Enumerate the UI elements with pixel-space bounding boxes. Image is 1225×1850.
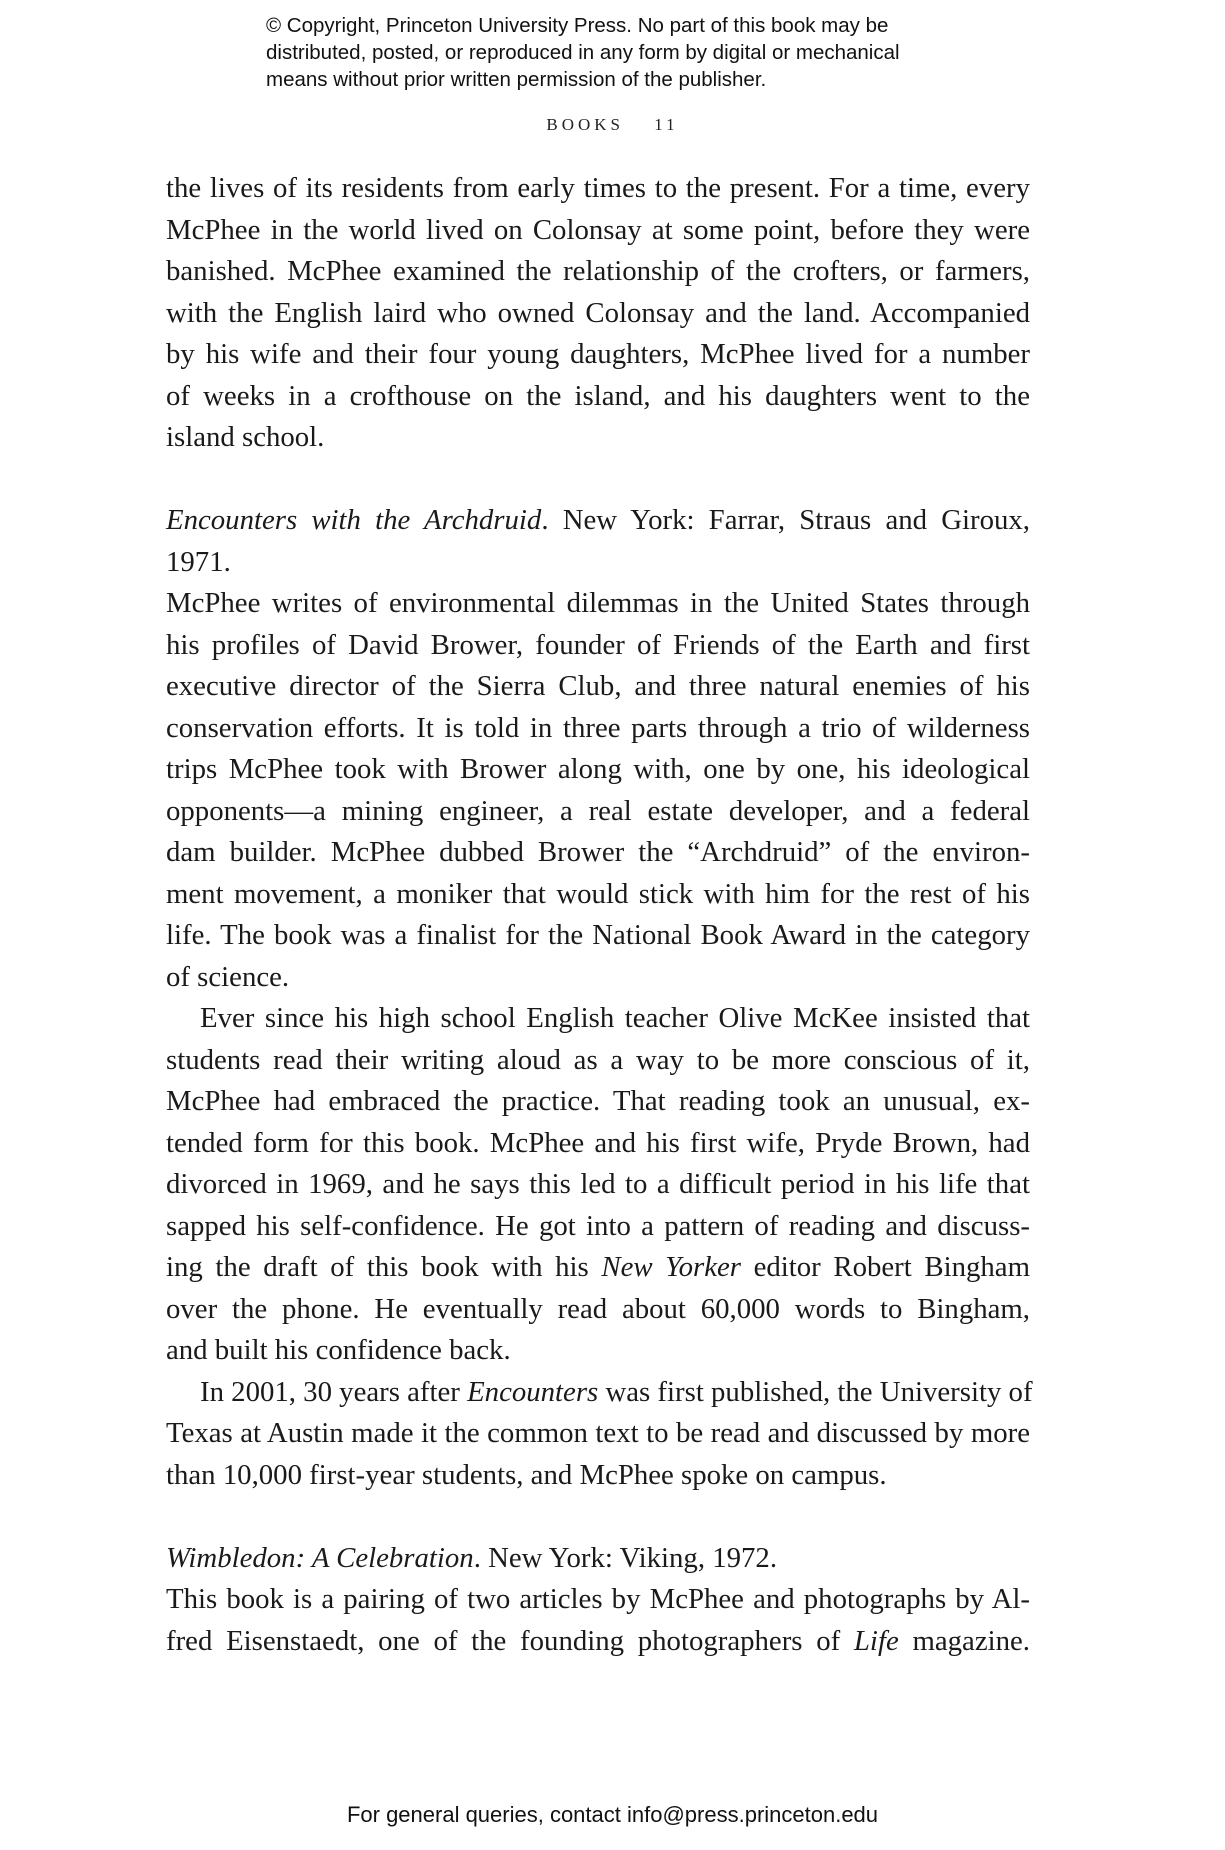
copyright-line: © Copyright, Princeton University Press. No part of this book may be — [266, 14, 889, 37]
section-gap — [166, 459, 1030, 501]
text-line: This book is a pairing of two articles by McPhee and photographs by Al- — [166, 1583, 1030, 1615]
citation-line — [166, 1538, 1030, 1580]
page-number: 11 — [654, 115, 679, 134]
magazine-title: New Yorker — [601, 1251, 741, 1283]
text-line — [166, 1621, 1030, 1663]
text-line: than 10,000 first-year students, and McPhee spoke on campus. — [166, 1458, 887, 1491]
paragraph-reading-aloud — [166, 998, 1030, 1372]
footer-contact: For general queries, contact info@press.princeton.edu — [346, 1802, 879, 1827]
text-line: Ever since his high school English teacher Olive McKee insisted that — [200, 1002, 1030, 1034]
text-line: his profiles of David Brower, founder of Friends of the Earth and first — [166, 628, 1030, 661]
text-line: island school. — [166, 421, 325, 453]
text-line: the lives of its residents from early times to the present. For a time, every — [166, 172, 1030, 204]
text-run: magazine. — [898, 1624, 1030, 1657]
text-line: dam builder. McPhee dubbed Brower the “Archdruid” of the environ- — [166, 836, 1030, 868]
text-line: sapped his self-confidence. He got into a pattern of reading and discuss- — [166, 1209, 1030, 1242]
text-line: students read their writing aloud as a way to be more conscious of it, — [166, 1043, 1030, 1076]
paragraph-colonsay — [166, 168, 1030, 459]
text-line: tended form for this book. McPhee and his first wife, Pryde Brown, had — [166, 1126, 1030, 1159]
text-line: McPhee writes of environmental dilemmas in the United States through — [166, 587, 1030, 619]
text-line: McPhee in the world lived on Colonsay at some point, before they were — [166, 213, 1030, 246]
paragraph-wimbledon-summary — [166, 1579, 1030, 1662]
text-line: McPhee had embraced the practice. That reading took an unusual, ex- — [166, 1085, 1030, 1117]
text-line — [166, 1372, 1033, 1414]
text-run: In 2001, 30 years after — [200, 1375, 468, 1408]
text-line: over the phone. He eventually read about 60,000 words to Bingham, — [166, 1292, 1030, 1325]
citation-text: . New York: Farrar, Straus and Giroux, — [541, 504, 1030, 536]
running-head-title: BOOKS — [546, 115, 624, 134]
text-line: opponents—a mining engineer, a real estate developer, and a federal — [166, 794, 1030, 827]
citation-year: 1971. — [166, 545, 231, 578]
text-run: ing the draft of this book with his — [166, 1251, 602, 1283]
book-title: Wimbledon: A Celebration — [166, 1541, 474, 1574]
book-title: Encounters with the Archdruid — [166, 504, 542, 536]
section-gap — [166, 1496, 1030, 1538]
text-run: editor Robert Bingham — [740, 1251, 1030, 1283]
magazine-title: Life — [853, 1624, 899, 1657]
copyright-line: distributed, posted, or reproduced in any form by digital or mechanical — [266, 41, 900, 64]
running-head — [0, 115, 1225, 135]
citation-text: . New York: Viking, 1972. — [473, 1541, 778, 1574]
text-line: by his wife and their four young daughters, McPhee lived for a number — [166, 338, 1030, 370]
copyright-notice — [266, 12, 1026, 93]
text-line: trips McPhee took with Brower along with, one by one, his ideological — [166, 753, 1030, 785]
text-run: fred Eisenstaedt, one of the founding photographers of — [166, 1624, 854, 1657]
text-run: was first published, the University of — [598, 1375, 1033, 1408]
text-line: of weeks in a crofthouse on the island, and his daughters went to the — [166, 379, 1030, 412]
text-line: conservation efforts. It is told in three parts through a trio of wilderness — [166, 711, 1030, 744]
text-line: and built his confidence back. — [166, 1334, 511, 1366]
text-line: of science. — [166, 960, 290, 993]
text-line: life. The book was a finalist for the National Book Award in the category — [166, 919, 1030, 951]
paragraph-encounters-summary — [166, 583, 1030, 998]
text-line: banished. McPhee examined the relationship of the crofters, or farmers, — [166, 255, 1030, 287]
text-line: Texas at Austin made it the common text to be read and discussed by more — [166, 1417, 1030, 1449]
paragraph-ut-austin — [166, 1372, 1033, 1497]
text-line — [166, 1247, 1030, 1289]
entry-wimbledon — [166, 1538, 1030, 1580]
text-line: divorced in 1969, and he says this led to a difficult period in his life that — [166, 1168, 1030, 1200]
book-title: Encounters — [467, 1375, 599, 1408]
text-line: ment movement, a moniker that would stick with him for the rest of his — [166, 877, 1030, 910]
entry-encounters — [166, 500, 1030, 583]
copyright-line: means without prior written permission of the publisher. — [266, 68, 767, 91]
citation-line — [166, 500, 1030, 542]
text-line: executive director of the Sierra Club, and three natural enemies of his — [166, 670, 1030, 702]
page-body — [166, 168, 1033, 1662]
text-line: with the English laird who owned Colonsay and the land. Accompanied — [166, 296, 1030, 329]
